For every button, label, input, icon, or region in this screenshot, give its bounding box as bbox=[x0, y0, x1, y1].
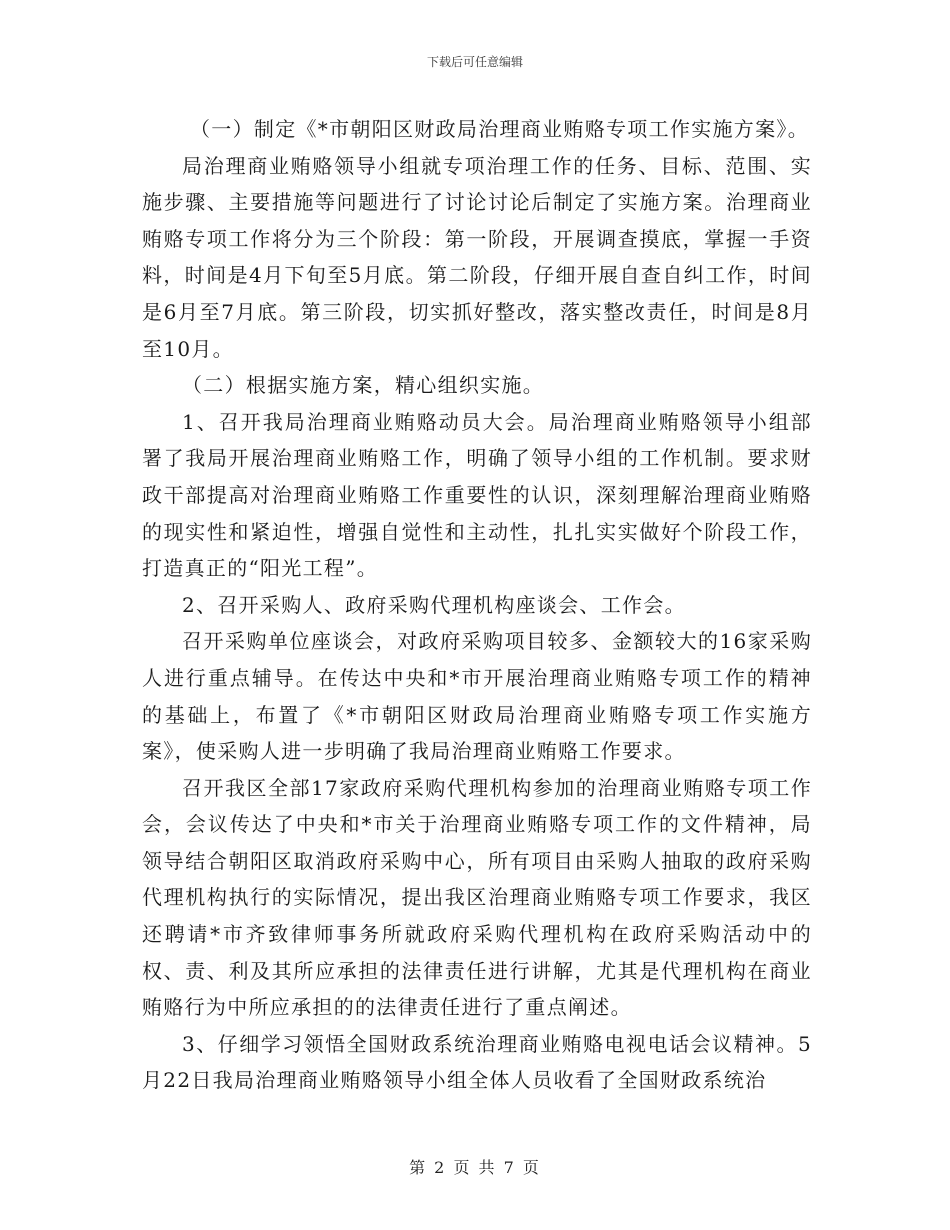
paragraph-item-3: 3、仔细学习领悟全国财政系统治理商业贿赂电视电话会议精神。5月22日我局治理商业贿赂领导小组全体人员收看了全国财政系统治 bbox=[142, 1031, 812, 1093]
page-header: 下载后可任意编辑 bbox=[426, 55, 523, 69]
page-footer: 第 2 页 共 7 页 bbox=[409, 1158, 541, 1177]
document-body bbox=[142, 111, 812, 1099]
paragraph-plan-stages: 局治理商业贿赂领导小组就专项治理工作的任务、目标、范围、实施步骤、主要措施等问题进行了讨论讨论后制定了实施方案。治理商业贿赂专项工作将分为三个阶段：第一阶段，开展调查摸底，掌握一手资料，时间是4月下旬至5月底。第二阶段，仔细开展自查自纠工作，时间是6月至7月底。第三阶段，切实抓好整改，落实整改责任，时间是8月至10月。 bbox=[142, 153, 812, 361]
section-heading-1: （一）制定《*市朝阳区财政局治理商业贿赂专项工作实施方案》。 bbox=[190, 117, 809, 141]
paragraph-purchaser-meeting: 召开采购单位座谈会，对政府采购项目较多、金额较大的16家采购人进行重点辅导。在传达中央和*市开展治理商业贿赂专项工作的精神的基础上，布置了《*市朝阳区财政局治理商业贿赂专项工作实施方案》，使采购人进一步明确了我局治理商业贿赂工作要求。 bbox=[142, 629, 812, 764]
paragraph-item-2-title: 2、召开采购人、政府采购代理机构座谈会、工作会。 bbox=[182, 592, 686, 617]
section-heading-2: （二）根据实施方案，精心组织实施。 bbox=[182, 373, 545, 398]
paragraph-agency-meeting: 召开我区全部17家政府采购代理机构参加的治理商业贿赂专项工作会，会议传达了中央和*市关于治理商业贿赂专项工作的文件精神，局领导结合朝阳区取消政府采购中心，所有项目由采购人抽取的政府采购代理机构执行的实际情况，提出我区治理商业贿赂专项工作要求，我区还聘请*市齐致律师事务所就政府采购代理机构在政府采购活动中的权、责、利及其所应承担的法律责任进行讲解，尤其是代理机构在商业贿赂行为中所应承担的的法律责任进行了重点阐述。 bbox=[142, 775, 812, 1020]
paragraph-item-1: 1、召开我局治理商业贿赂动员大会。局治理商业贿赂领导小组部署了我局开展治理商业贿赂工作，明确了领导小组的工作机制。要求财政干部提高对治理商业贿赂工作重要性的认识，深刻理解治理商业贿赂的现实性和紧迫性，增强自觉性和主动性，扎扎实实做好个阶段工作，打造真正的“阳光工程”。 bbox=[142, 409, 812, 581]
